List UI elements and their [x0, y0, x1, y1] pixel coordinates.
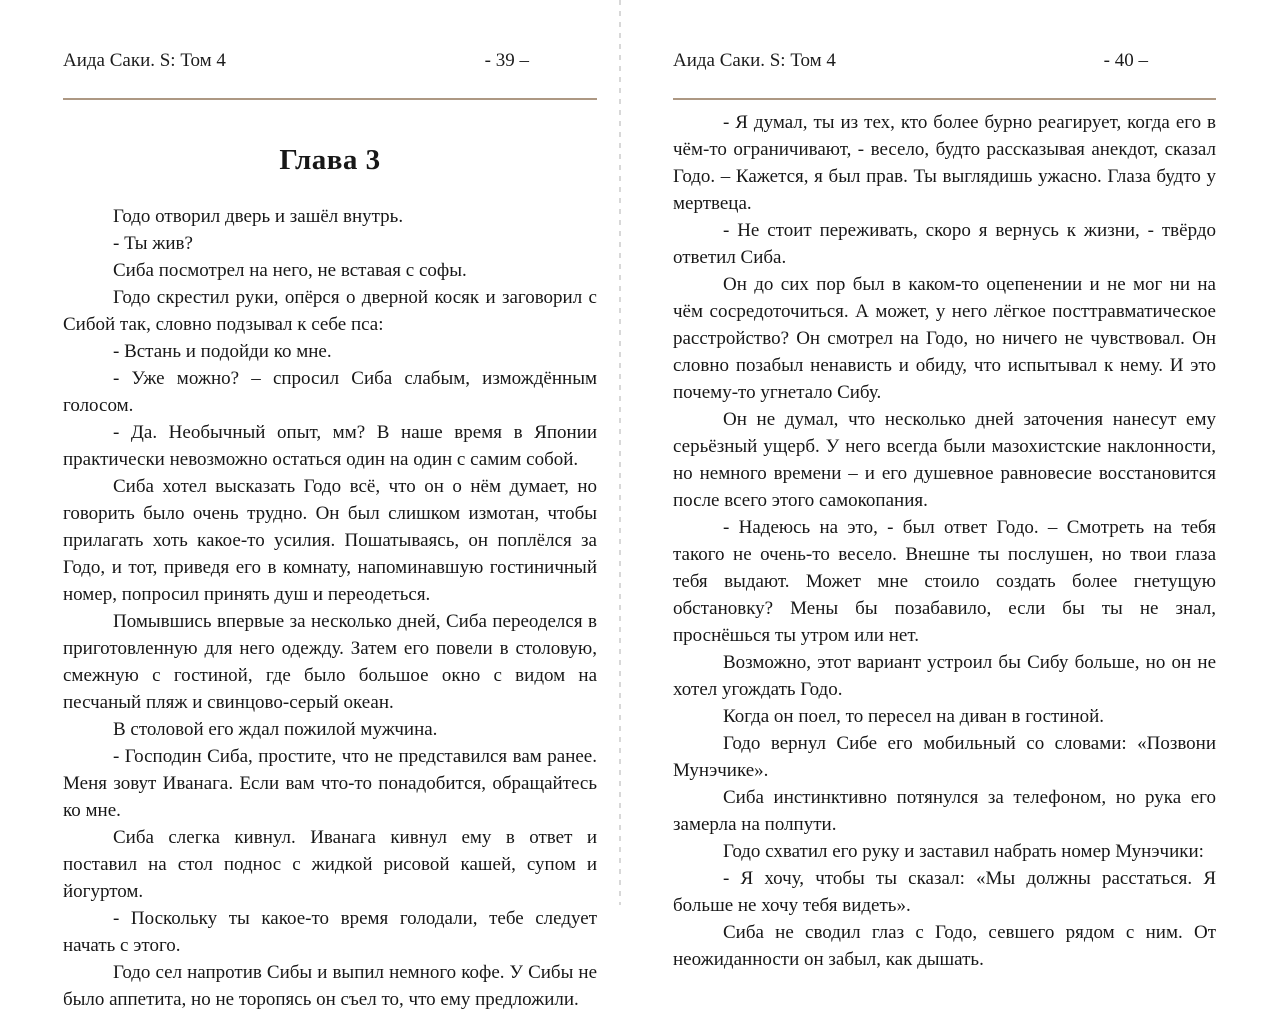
paragraph: Годо сел напротив Сибы и выпил немного кофе. У Сибы не было аппетита, но не торопясь он съел то, что ему предложили.: [63, 962, 597, 1010]
paragraph: - Ты жив?: [113, 233, 193, 254]
page-number: - 39 –: [484, 50, 529, 71]
paragraph: - Я думал, ты из тех, кто более бурно реагирует, когда его в чём-то ограничивают, - весело, будто рассказывая анекдот, сказал Годо. – Кажется, я был прав. Ты выглядишь ужасно. Глаза будто у мертвеца.: [673, 112, 1216, 214]
right-page-header: [673, 50, 1216, 72]
page-divider: [619, 0, 621, 905]
paragraph: Помывшись впервые за несколько дней, Сиба переоделся в приготовленную для него одежду. Затем его повели в столовую, смежную с гостиной, где было большое окно с видом на песчаный пляж и свинцово-серый океан.: [63, 611, 597, 713]
paragraph: Годо вернул Сибе его мобильный со словами: «Позвони Мунэчике».: [673, 733, 1216, 781]
page-number: - 40 –: [1103, 50, 1148, 71]
left-page-header: [63, 50, 597, 72]
paragraph: - Я хочу, чтобы ты сказал: «Мы должны расстаться. Я больше не хочу тебя видеть».: [673, 868, 1216, 916]
paragraph: - Надеюсь на это, - был ответ Годо. – Смотреть на тебя такого не очень-то весело. Внешне ты послушен, но твои глаза тебя выдают. Может мне стоило создать более гнетущую обстановку? Мены бы позабавило, если бы ты не знал, проснёшься ты утром или нет.: [673, 517, 1216, 646]
paragraph: - Господин Сиба, простите, что не представился вам ранее. Меня зовут Иванага. Если вам что-то понадобится, обращайтесь ко мне.: [63, 746, 597, 821]
paragraph: - Встань и подойди ко мне.: [113, 341, 332, 362]
book-title: Аида Саки. S: Том 4: [63, 50, 226, 71]
paragraph: Сиба слегка кивнул. Иванага кивнул ему в ответ и поставил на стол поднос с жидкой рисовой кашей, супом и йогуртом.: [63, 827, 597, 902]
paragraph: Сиба не сводил глаз с Годо, севшего рядом с ним. От неожиданности он забыл, как дышать.: [673, 922, 1216, 970]
paragraph: Сиба хотел высказать Годо всё, что он о нём думает, но говорить было очень трудно. Он был слишком измотан, чтобы прилагать хоть какое-то усилия. Пошатываясь, он поплёлся за Годо, и тот, приведя его в комнату, напоминавшую гостиничный номер, попросил принять душ и переодеться.: [63, 476, 597, 605]
paragraph: - Да. Необычный опыт, мм? В наше время в Японии практически невозможно остаться один на один с самим собой.: [63, 422, 597, 470]
paragraph: Годо схватил его руку и заставил набрать номер Мунэчики:: [723, 841, 1204, 862]
paragraph: Сиба посмотрел на него, не вставая с софы.: [113, 260, 467, 281]
left-page-text: [63, 203, 597, 1013]
paragraph: Он до сих пор был в каком-то оцепенении и не мог ни на чём сосредоточиться. А может, у него лёгкое посттравматическое расстройство? Он смотрел на Годо, но ничего не чувствовал. Он словно позабыл ненависть и обиду, что испытывал к нему. И это почему-то угнетало Сибу.: [673, 274, 1216, 403]
book-title: Аида Саки. S: Том 4: [673, 50, 836, 71]
paragraph: Он не думал, что несколько дней заточения нанесут ему серьёзный ущерб. У него всегда были мазохистские наклонности, но немного времени – и его душевное равновесие восстановится после всего этого самокопания.: [673, 409, 1216, 511]
paragraph: - Поскольку ты какое-то время голодали, тебе следует начать с этого.: [63, 908, 597, 956]
paragraph: В столовой его ждал пожилой мужчина.: [113, 719, 438, 740]
left-page: [0, 0, 620, 1010]
right-page: [620, 0, 1280, 970]
right-page-text: [673, 100, 1216, 973]
header-rule: [63, 98, 597, 100]
paragraph: Возможно, этот вариант устроил бы Сибу больше, но он не хотел угождать Годо.: [673, 652, 1216, 700]
paragraph: Сиба инстинктивно потянулся за телефоном, но рука его замерла на полпути.: [673, 787, 1216, 835]
chapter-title: Глава 3: [279, 144, 381, 176]
paragraph: - Уже можно? – спросил Сиба слабым, измождённым голосом.: [63, 368, 597, 416]
paragraph: Годо скрестил руки, опёрся о дверной косяк и заговорил с Сибой так, словно подзывал к себе пса:: [63, 287, 597, 335]
paragraph: Когда он поел, то пересел на диван в гостиной.: [723, 706, 1105, 727]
paragraph: - Не стоит переживать, скоро я вернусь к жизни, - твёрдо ответил Сиба.: [673, 220, 1216, 268]
paragraph: Годо отворил дверь и зашёл внутрь.: [113, 206, 404, 227]
